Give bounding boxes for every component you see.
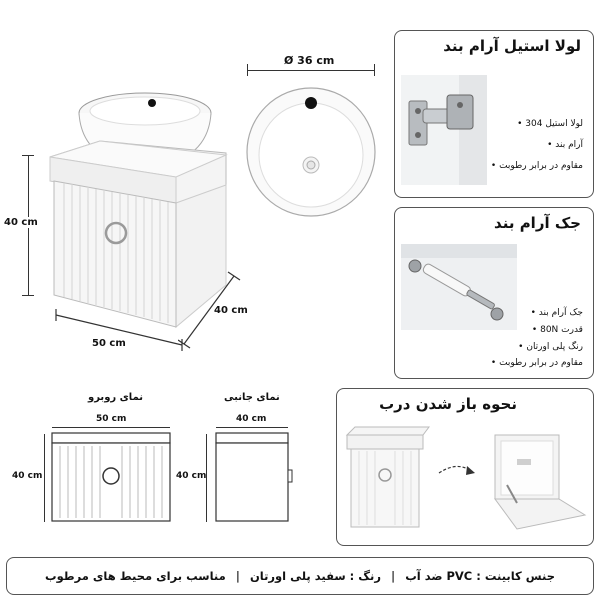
depth-dimension: 40 cm <box>214 305 248 316</box>
basin-diameter: Ø 36 cm <box>284 54 335 67</box>
hinge-features <box>491 119 583 181</box>
jack-feature-card <box>394 207 594 379</box>
basin-top-view <box>244 85 378 219</box>
jack-card-title: جک آرام بند <box>494 214 581 232</box>
front-view-label: نمای روبرو <box>88 392 144 403</box>
front-view-drawing <box>50 432 172 524</box>
width-dimension: 50 cm <box>92 338 126 349</box>
jack-feature-3: رنگ پلی اورتان • <box>491 342 583 353</box>
specs-footer <box>6 557 594 595</box>
hinge-card-title: لولا استیل آرام بند <box>443 37 581 55</box>
door-opening-card <box>336 388 594 546</box>
color-spec: رنگ : سفید پلی اورتان <box>249 569 381 583</box>
side-view-label: نمای جانبی <box>224 392 280 403</box>
suitability-spec: مناسب برای محیط های مرطوب <box>45 569 226 583</box>
side-height-label: 40 cm <box>176 471 207 481</box>
arrow-right-icon <box>437 459 477 485</box>
hinge-feature-3: مقاوم در برابر رطوبت • <box>491 161 583 172</box>
hinge-feature-1: لولا استیل 304 • <box>491 119 583 130</box>
hinge-feature-2: آرام بند • <box>491 140 583 151</box>
separator-1: | <box>391 569 396 583</box>
height-dimension: 40 cm <box>4 217 38 228</box>
jack-features <box>491 308 583 375</box>
jack-feature-2: قدرت 80N • <box>491 325 583 336</box>
front-height-label: 40 cm <box>12 471 43 481</box>
side-view-drawing <box>214 432 294 524</box>
material-spec: جنس کابینت : PVC ضد آب <box>405 569 555 583</box>
hinge-photo <box>401 75 487 185</box>
front-width-label: 50 cm <box>96 414 127 424</box>
jack-feature-1: جک آرام بند • <box>491 308 583 319</box>
closed-cabinet-illustration <box>345 425 431 529</box>
hinge-feature-card <box>394 30 594 198</box>
door-card-title: نحوه باز شدن درب <box>379 395 517 413</box>
side-width-label: 40 cm <box>236 414 267 424</box>
separator-2: | <box>235 569 240 583</box>
jack-feature-4: مقاوم در برابر رطوبت • <box>491 358 583 369</box>
open-cabinet-illustration <box>487 429 587 537</box>
